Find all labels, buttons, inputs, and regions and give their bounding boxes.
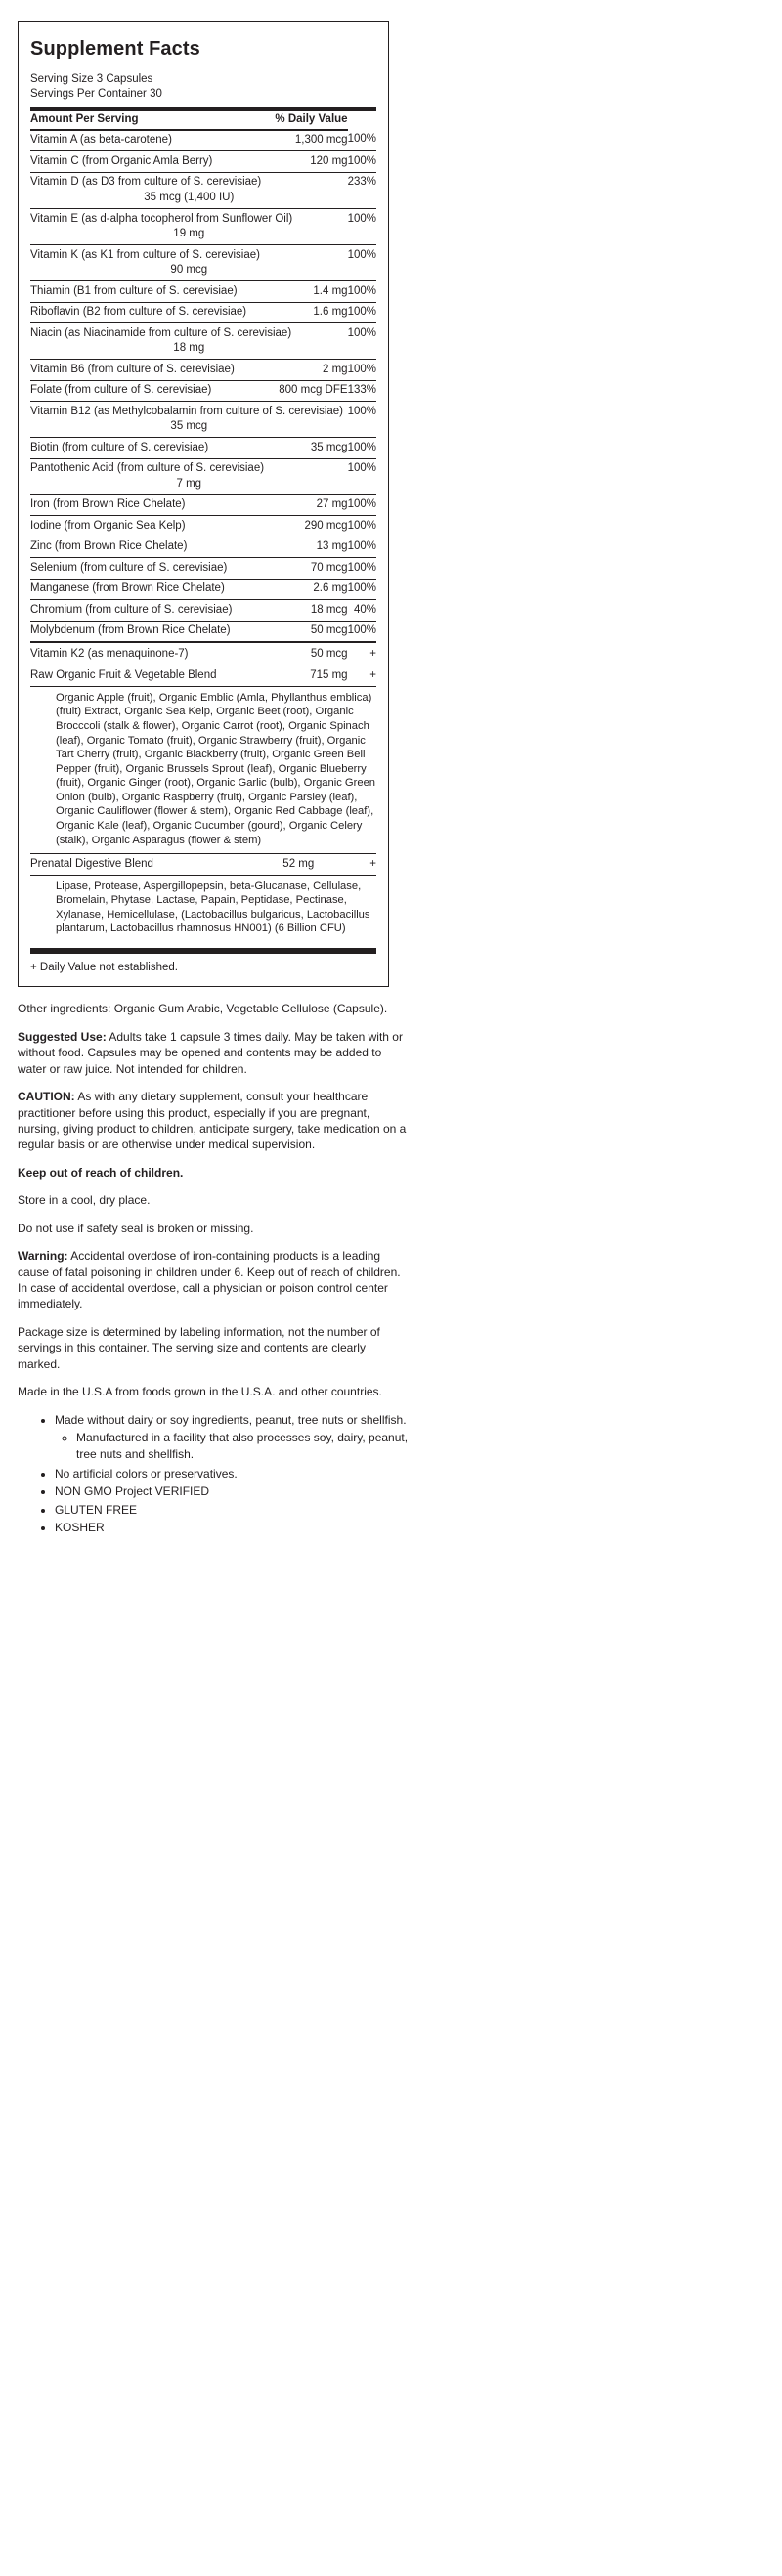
supplement-label-page bbox=[0, 21, 782, 1654]
nutrient-dv: 100% bbox=[348, 402, 376, 438]
nutrient-name: Vitamin K2 (as menaquinone-7) bbox=[30, 642, 260, 665]
keep-out-of-reach bbox=[18, 1165, 409, 1181]
serving-size: Serving Size 3 Capsules bbox=[30, 73, 153, 85]
nutrient-name: Prenatal Digestive Blend bbox=[30, 854, 224, 875]
nutrient-dv: 100% bbox=[348, 579, 376, 600]
col-amount-per-serving: Amount Per Serving bbox=[30, 111, 260, 130]
warning-text: Accidental overdose of iron-containing products is a leading cause of fatal poisoning in children under 6. Keep out of reach of children. In case of accidental overdose, call a physician or poison control center immediately. bbox=[18, 1249, 401, 1311]
nutrient-amount: 2 mg bbox=[260, 360, 347, 381]
table-row bbox=[30, 438, 376, 459]
table-row bbox=[30, 323, 376, 360]
fruit-vegetable-blend-ingredients: Organic Apple (fruit), Organic Emblic (Amla, Phyllanthus emblica) (fruit) Extract, Organic Sea Kelp, Organic Beet (root), Organic Brocccoli (stalk & flower), Organic Carrot (root), Organic Spinach (leaf), Organic Tomato (fruit), Organic Strawberry (fruit), Organic Tart Cherry (fruit), Organic Blackberry (fruit), Organic Green Bell Pepper (fruit), Organic Brussels Sprout (leaf), Organic Blueberry (fruit), Organic Ginger (root), Organic Garlic (bulb), Organic Green Onion (bulb), Organic Raspberry (fruit), Organic Parsley (leaf), Organic Cauliflower (flower & stem), Organic Red Cabbage (leaf), Organic Kale (leaf), Organic Cucumber (gourd), Organic Celery (stalk), Organic Asparagus (flower & stem) bbox=[30, 687, 376, 854]
list-item bbox=[55, 1502, 409, 1519]
nutrient-name: Vitamin C (from Organic Amla Berry) bbox=[30, 151, 260, 173]
nutrient-dv: 100% bbox=[348, 151, 376, 173]
list-item bbox=[55, 1412, 409, 1464]
table-row bbox=[30, 537, 376, 558]
suggested-use-label: Suggested Use: bbox=[18, 1029, 107, 1044]
list-item bbox=[55, 1483, 409, 1500]
nutrient-amount: 90 mcg bbox=[170, 264, 208, 277]
table-row bbox=[30, 245, 376, 281]
nutrient-dv: 100% bbox=[348, 621, 376, 642]
table-row bbox=[30, 380, 376, 402]
list-item bbox=[55, 1466, 409, 1482]
nutrient-dv: 100% bbox=[348, 516, 376, 537]
table-row bbox=[30, 494, 376, 516]
table-row bbox=[30, 854, 376, 875]
nutrient-amount: 715 mg bbox=[260, 665, 347, 687]
nutrient-amount: 50 mcg bbox=[260, 621, 347, 642]
other-ingredients: Other ingredients: Organic Gum Arabic, Vegetable Cellulose (Capsule). bbox=[18, 1002, 388, 1016]
nutrient-name: Vitamin K (as K1 from culture of S. cerevisiae) bbox=[30, 248, 260, 261]
bottom-spacer bbox=[18, 1537, 409, 1654]
caution-label: CAUTION: bbox=[18, 1090, 75, 1104]
table-row bbox=[30, 172, 376, 208]
nutrient-dv: + bbox=[348, 642, 376, 665]
nutrient-dv: 40% bbox=[348, 600, 376, 622]
nutrient-name-wrap bbox=[30, 323, 348, 360]
nutrient-dv: + bbox=[314, 854, 376, 875]
caution bbox=[18, 1089, 409, 1153]
nutrient-dv: 100% bbox=[348, 537, 376, 558]
nutrient-amount: 50 mcg bbox=[260, 642, 347, 665]
nutrient-name: Vitamin E (as d-alpha tocopherol from Sunflower Oil) bbox=[30, 212, 293, 225]
table-row bbox=[30, 130, 376, 151]
nutrient-dv: + bbox=[348, 665, 376, 687]
table-row bbox=[30, 302, 376, 323]
nutrient-amount: 1.4 mg bbox=[260, 281, 347, 303]
table-row bbox=[30, 402, 376, 438]
nutrient-amount: 120 mg bbox=[260, 151, 347, 173]
daily-value-footnote: + Daily Value not established. bbox=[30, 961, 178, 973]
nutrient-name: Iodine (from Organic Sea Kelp) bbox=[30, 516, 260, 537]
table-row bbox=[30, 621, 376, 642]
supplement-facts-panel bbox=[18, 21, 389, 987]
claim-no-artificial: No artificial colors or preservatives. bbox=[55, 1466, 238, 1481]
nutrient-name-wrap bbox=[30, 402, 348, 438]
nutrient-dv: 100% bbox=[348, 323, 376, 360]
claims-list bbox=[18, 1412, 409, 1537]
nutrient-dv: 233% bbox=[348, 172, 376, 208]
table-row bbox=[30, 281, 376, 303]
col-daily-value: % Daily Value bbox=[260, 111, 347, 130]
nutrient-name: Niacin (as Niacinamide from culture of S. cerevisiae) bbox=[30, 326, 292, 339]
nutrient-amount: 18 mcg bbox=[260, 600, 347, 622]
nutrient-name: Pantothenic Acid (from culture of S. cerevisiae) bbox=[30, 462, 265, 475]
table-row bbox=[30, 458, 376, 494]
table-row bbox=[30, 665, 376, 687]
nutrient-dv: 100% bbox=[348, 209, 376, 245]
nutrient-dv: 100% bbox=[348, 360, 376, 381]
claim-allergen-free: Made without dairy or soy ingredients, peanut, tree nuts or shellfish. bbox=[55, 1412, 407, 1427]
claims-sublist bbox=[55, 1430, 409, 1464]
nutrient-name: Biotin (from culture of S. cerevisiae) bbox=[30, 438, 260, 459]
nutrient-amount: 35 mcg bbox=[260, 438, 347, 459]
nutrient-dv: 133% bbox=[348, 380, 376, 402]
table-row bbox=[30, 558, 376, 580]
nutrient-amount: 1,300 mcg bbox=[260, 130, 347, 151]
nutrient-amount: 13 mg bbox=[260, 537, 347, 558]
claim-gluten-free: GLUTEN FREE bbox=[55, 1502, 138, 1517]
nutrient-dv: 100% bbox=[348, 438, 376, 459]
nutrient-amount: 27 mg bbox=[260, 494, 347, 516]
nutrient-table bbox=[30, 111, 376, 686]
nutrient-dv: 100% bbox=[348, 458, 376, 494]
nutrient-dv: 100% bbox=[348, 130, 376, 151]
nutrient-name: Selenium (from culture of S. cerevisiae) bbox=[30, 558, 260, 580]
table-row bbox=[30, 579, 376, 600]
nutrient-name: Thiamin (B1 from culture of S. cerevisiae) bbox=[30, 281, 260, 303]
digestive-blend-table bbox=[30, 854, 376, 876]
claim-non-gmo: NON GMO Project VERIFIED bbox=[55, 1484, 210, 1499]
table-row bbox=[30, 642, 376, 665]
nutrient-amount: 35 mcg (1,400 IU) bbox=[144, 192, 235, 203]
serving-info bbox=[30, 72, 376, 101]
table-row bbox=[30, 516, 376, 537]
nutrient-name: Manganese (from Brown Rice Chelate) bbox=[30, 579, 260, 600]
nutrient-name-wrap bbox=[30, 172, 348, 208]
nutrient-name: Iron (from Brown Rice Chelate) bbox=[30, 494, 260, 516]
safety-seal-notice: Do not use if safety seal is broken or missing. bbox=[18, 1221, 254, 1235]
nutrient-name: Folate (from culture of S. cerevisiae) bbox=[30, 380, 260, 402]
table-row bbox=[30, 151, 376, 173]
nutrient-amount: 7 mg bbox=[176, 477, 202, 490]
warning-label: Warning: bbox=[18, 1249, 68, 1264]
nutrient-name: Zinc (from Brown Rice Chelate) bbox=[30, 537, 260, 558]
nutrient-amount: 70 mcg bbox=[260, 558, 347, 580]
suggested-use-text: Adults take 1 capsule 3 times daily. May be taken with or without food. Capsules may be opened and contents may be added to water or raw juice. Not intended for children. bbox=[18, 1029, 403, 1076]
panel-title: Supplement Facts bbox=[30, 38, 200, 60]
table-row bbox=[30, 360, 376, 381]
nutrient-amount: 52 mg bbox=[224, 854, 314, 875]
nutrient-dv: 100% bbox=[348, 494, 376, 516]
table-row bbox=[30, 600, 376, 622]
claim-kosher: KOSHER bbox=[55, 1521, 105, 1535]
package-size-notice: Package size is determined by labeling information, not the number of servings in this container. The serving size and contents are clearly marked. bbox=[18, 1324, 380, 1371]
nutrient-name: Vitamin B12 (as Methylcobalamin from culture of S. cerevisiae) bbox=[30, 405, 344, 417]
nutrient-amount: 2.6 mg bbox=[260, 579, 347, 600]
nutrient-dv: 100% bbox=[348, 245, 376, 281]
nutrient-amount: 290 mcg bbox=[260, 516, 347, 537]
nutrient-dv: 100% bbox=[348, 302, 376, 323]
warning bbox=[18, 1248, 409, 1312]
digestive-blend-ingredients: Lipase, Protease, Aspergillopepsin, beta-Glucanase, Cellulase, Bromelain, Phytase, Lactase, Papain, Peptidase, Pectinase, Xylanase, Hemicellulase, (Lactobacillus bulgaricus, Lactobacillus plantarum, Lactobacillus rhamnosus HN001) (6 Billion CFU) bbox=[56, 880, 370, 935]
nutrient-name: Raw Organic Fruit & Vegetable Blend bbox=[30, 665, 260, 687]
claim-facility-notice: Manufactured in a facility that also processes soy, dairy, peanut, tree nuts and shellfish. bbox=[76, 1431, 409, 1462]
servings-per-container: Servings Per Container 30 bbox=[30, 87, 162, 100]
nutrient-name: Riboflavin (B2 from culture of S. cerevisiae) bbox=[30, 302, 260, 323]
table-row bbox=[30, 209, 376, 245]
nutrient-name-wrap bbox=[30, 458, 348, 494]
nutrient-name: Molybdenum (from Brown Rice Chelate) bbox=[30, 621, 260, 642]
nutrient-name: Vitamin A (as beta-carotene) bbox=[30, 130, 260, 151]
nutrient-name-wrap bbox=[30, 209, 348, 245]
nutrient-amount: 1.6 mg bbox=[260, 302, 347, 323]
nutrient-name: Vitamin B6 (from culture of S. cerevisiae) bbox=[30, 360, 260, 381]
list-item bbox=[76, 1430, 409, 1464]
suggested-use bbox=[18, 1029, 409, 1077]
nutrient-amount: 800 mcg DFE bbox=[260, 380, 347, 402]
nutrient-name: Vitamin D (as D3 from culture of S. cerevisiae) bbox=[30, 176, 262, 189]
storage-instruction: Store in a cool, dry place. bbox=[18, 1193, 151, 1208]
nutrient-amount: 18 mg bbox=[173, 342, 205, 355]
table-header-row bbox=[30, 111, 376, 130]
nutrient-dv: 100% bbox=[348, 558, 376, 580]
nutrient-name-wrap bbox=[30, 245, 348, 281]
nutrient-dv: 100% bbox=[348, 281, 376, 303]
nutrient-amount: 35 mcg bbox=[170, 420, 208, 433]
caution-text: As with any dietary supplement, consult your healthcare practitioner before using this product, especially if you are pregnant, nursing, giving product to children, anticipate surgery, take medication on a regular basis or are otherwise under medical supervision. bbox=[18, 1090, 407, 1152]
nutrient-name: Chromium (from culture of S. cerevisiae) bbox=[30, 600, 260, 622]
made-in-notice: Made in the U.S.A from foods grown in the U.S.A. and other countries. bbox=[18, 1385, 382, 1399]
nutrient-amount: 19 mg bbox=[173, 228, 205, 240]
label-body-text bbox=[18, 1001, 409, 1654]
keep-out-label: Keep out of reach of children. bbox=[18, 1165, 184, 1180]
list-item bbox=[55, 1520, 409, 1536]
